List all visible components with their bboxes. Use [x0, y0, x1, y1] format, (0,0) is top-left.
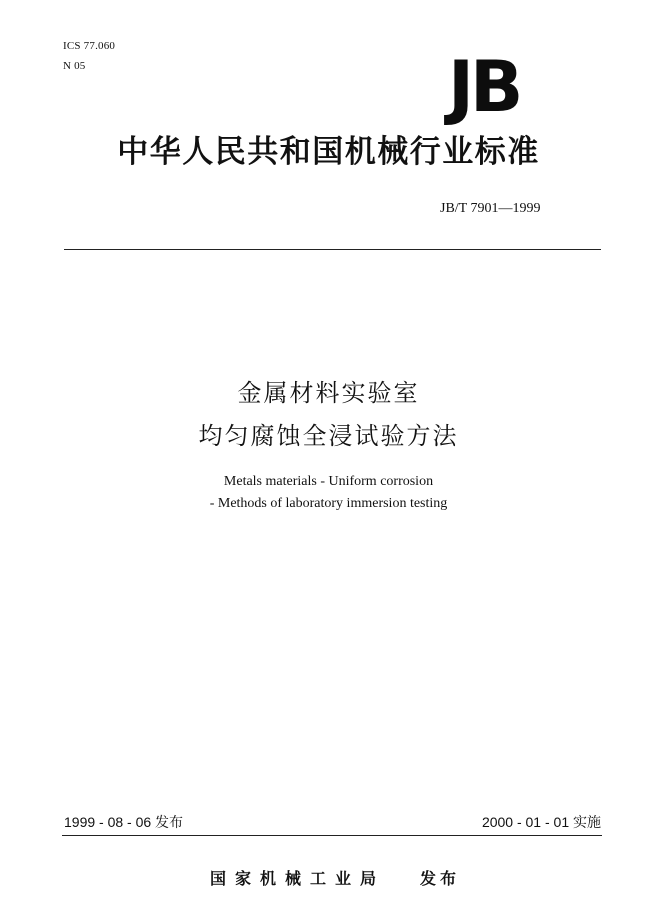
issue-date: 1999 - 08 - 06 发布 — [64, 814, 184, 830]
issuing-authority-title: 中华人民共和国机械行业标准 — [117, 134, 540, 170]
title-cn-line2: 均匀腐蚀全浸试验方法 — [198, 422, 459, 450]
title-en-line1: Metals materials - Uniform corrosion — [223, 474, 434, 489]
issuer-name: 国家机械工业局 — [210, 869, 386, 888]
top-divider — [64, 249, 601, 250]
title-en-line2: - Methods of laboratory immersion testing — [209, 496, 448, 511]
title-cn-line1: 金属材料实验室 — [237, 379, 420, 407]
jb-logo: JB — [448, 46, 520, 128]
issuer-action: 发布 — [420, 869, 461, 888]
bottom-divider — [62, 835, 602, 836]
ccs-code: N 05 — [63, 60, 86, 72]
implementation-date: 2000 - 01 - 01 实施 — [481, 814, 601, 830]
standard-number: JB/T 7901—1999 — [440, 201, 541, 216]
ics-code: ICS 77.060 — [63, 40, 116, 52]
